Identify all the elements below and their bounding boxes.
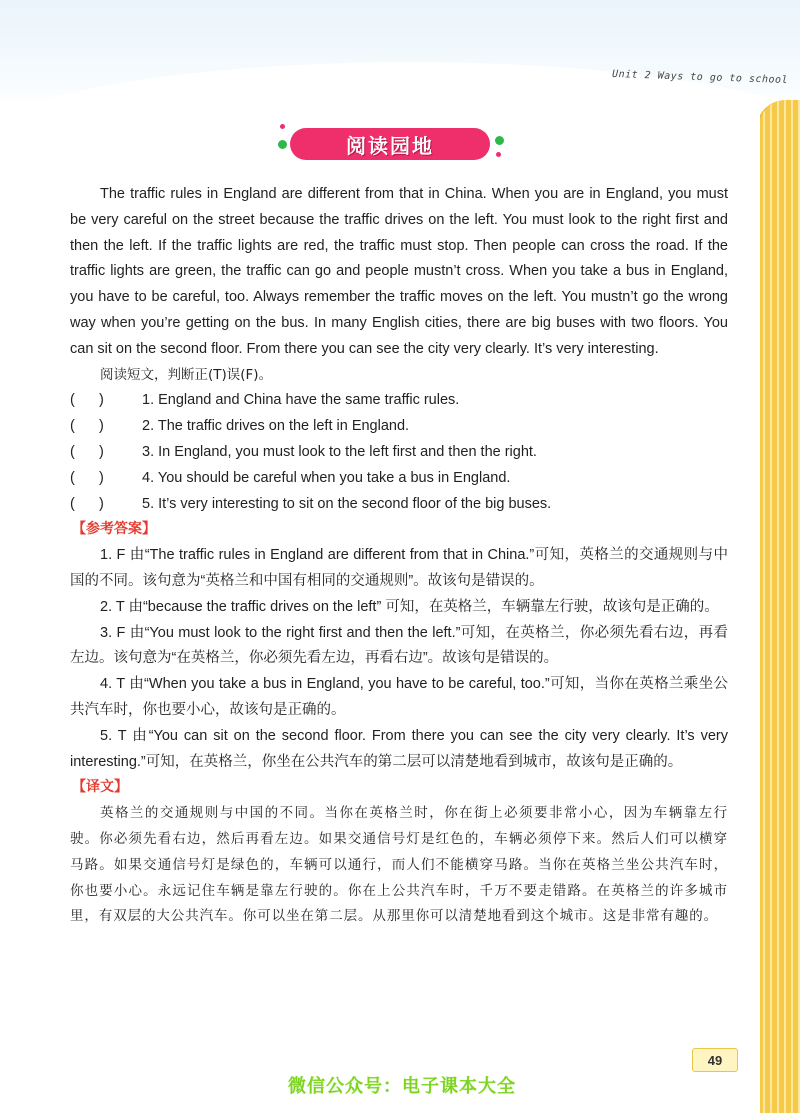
section-heading: 阅读园地 (346, 133, 434, 158)
translation-heading: 【译文】 (72, 779, 128, 796)
content-body (70, 182, 728, 930)
answer-item: 4. T 由“When you take a bus in England, you have to be careful, too.”可知，当你在英格兰乘坐公共汽车时，你也要小心，故该句是正确的。 (70, 676, 728, 718)
answer-item: 5. T 由“You can sit on the second floor. From there you can see the city very clearly. It’s very interesting.”可知，在英格兰，你坐在公共汽车的第二层可以清楚地看到城市，故该句是正确的。 (70, 727, 728, 770)
decor-dot-pink (280, 124, 285, 129)
question-item (70, 414, 728, 440)
running-head: Unit 2 Ways to go to school (611, 68, 789, 87)
page-number: 49 (692, 1048, 738, 1072)
question-text: 3. In England, you must look to the left first and then the right. (142, 443, 537, 460)
question-text: 4. You should be careful when you take a bus in England. (142, 469, 511, 486)
question-list (70, 388, 728, 517)
watermark: 微信公众号：电子课本大全 (288, 1076, 516, 1097)
question-text: 5. It’s very interesting to sit on the second floor of the big buses. (142, 495, 552, 512)
answers-heading: 【参考答案】 (72, 521, 156, 538)
title-banner (278, 122, 508, 168)
answer-blank: ( ) (70, 418, 104, 435)
question-item (70, 388, 728, 414)
decor-dot-pink (496, 152, 501, 157)
answer-blank: ( ) (70, 495, 104, 512)
question-text: 2. The traffic drives on the left in England. (142, 418, 410, 435)
answer-blank: ( ) (70, 392, 104, 409)
reading-passage: The traffic rules in England are different from that in China. When you are in England, you must be very careful on the street because the traffic drives on the left. You must look to the right first and then the left. If the traffic lights are red, the traffic must stop. Then people can cross the road. If the traffic lights are green, the traffic can go and people mustn’t cross. When you take a bus in England, you have to be careful, too. Always remember the traffic moves on the left. You mustn’t go the wrong way when you’re getting on the bus. In many English cities, there are big buses with two floors. You can sit on the second floor. From there you can see the city very clearly. It’s very interesting. (70, 186, 728, 357)
answer-item: 1. F 由“The traffic rules in England are different from that in China.”可知，英格兰的交通规则与中国的不同。该句意为“英格兰和中国有相同的交通规则”。故该句是错误的。 (70, 547, 728, 589)
banner-pill (290, 128, 490, 160)
answer-item: 2. T 由“because the traffic drives on the left” 可知，在英格兰，车辆靠左行驶，故该句是正确的。 (100, 598, 719, 615)
decor-dot-green (278, 140, 287, 149)
answer-blank: ( ) (70, 469, 104, 486)
answer-blank: ( ) (70, 443, 104, 460)
decor-dot-green (495, 136, 504, 145)
question-item (70, 440, 728, 466)
question-item (70, 492, 728, 518)
question-item (70, 466, 728, 492)
question-text: 1. England and China have the same traffic rules. (142, 392, 460, 409)
exercise-instruction: 阅读短文，判断正(T)误(F)。 (100, 366, 273, 383)
translation-text: 英格兰的交通规则与中国的不同。当你在英格兰时，你在街上必须要非常小心，因为车辆靠左行驶。你必须先看右边，然后再看左边。如果交通信号灯是红色的，车辆必须停下来。然后人们可以横穿马路。如果交通信号灯是绿色的，车辆可以通行，而人们不能横穿马路。当你在英格兰坐公共汽车时，你也要小心。永远记住车辆是靠左行驶的。你在上公共汽车时，千万不要走错路。在英格兰的许多城市里，有双层的大公共汽车。你可以坐在第二层。从那里你可以清楚地看到这个城市。这是非常有趣的。 (70, 805, 728, 925)
page-edge-stack (756, 100, 800, 1113)
answer-item: 3. F 由“You must look to the right first and then the left.”可知，在英格兰，你必须先看右边，再看左边。该句意为“在英格兰，你必须先看左边，再看右边”。故该句是错误的。 (70, 624, 728, 667)
